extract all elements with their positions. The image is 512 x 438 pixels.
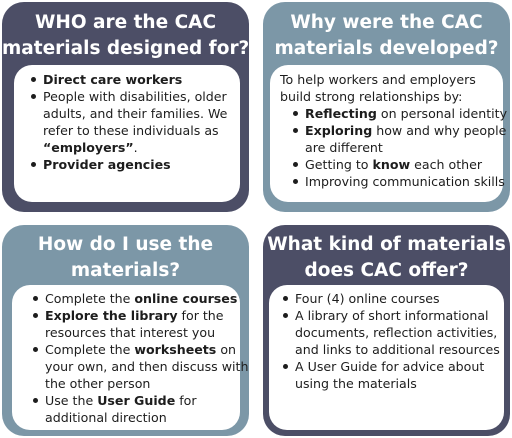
list-item (30, 307, 238, 341)
list-item-line (305, 173, 505, 190)
text: resources that interest you (45, 325, 216, 340)
text: Four (4) online courses (295, 291, 440, 306)
who-title-line-1: WHO are the CAC (34, 12, 217, 33)
list-item-line (295, 341, 502, 358)
why-intro-line-2: build strong relationships by: (280, 89, 463, 104)
list-item (28, 156, 236, 173)
text: Getting to (305, 157, 373, 172)
list-item-line (45, 307, 238, 324)
how-card-body (12, 285, 249, 430)
list-item (290, 173, 505, 190)
list-item-line (45, 409, 238, 426)
what-card (263, 225, 510, 436)
list-item (28, 88, 236, 156)
text: the other person (45, 376, 151, 391)
list-item-line (45, 392, 238, 409)
text: on personal identity (376, 106, 508, 121)
text: additional direction (45, 410, 167, 425)
how-card (2, 225, 249, 436)
why-intro-line-1: To help workers and employers (280, 72, 476, 87)
text: and links to additional resources (295, 342, 500, 357)
list-item (30, 290, 238, 307)
list-item (28, 71, 236, 88)
text: . (133, 140, 138, 155)
text: adults, and their families. We (43, 106, 228, 121)
list-item (30, 341, 249, 392)
bold-text: Exploring (305, 123, 373, 138)
list-item-line (43, 71, 236, 88)
text: for (175, 393, 197, 408)
text: your own, and then discuss with (45, 359, 249, 374)
why-title-line-1: Why were the CAC (290, 12, 483, 33)
text: Use the (45, 393, 98, 408)
bold-text: Explore the library (45, 308, 178, 323)
list-item-line (45, 358, 249, 375)
list-item-line (295, 375, 502, 392)
list-item-line (295, 290, 502, 307)
why-list (280, 105, 508, 190)
list-item-line (295, 324, 502, 341)
list-item-line (45, 290, 238, 307)
why-card (263, 2, 510, 212)
list-item-line (43, 122, 236, 139)
text: are different (305, 140, 383, 155)
how-card-title (2, 232, 249, 284)
list-item-line (43, 156, 236, 173)
text: People with disabilities, older (43, 89, 227, 104)
why-card-title (263, 10, 510, 62)
list-item-line (295, 358, 502, 375)
what-title-line-2: does CAC offer? (304, 260, 469, 281)
who-card-title (2, 10, 249, 62)
text: on (216, 342, 237, 357)
text: how and why people (372, 123, 507, 138)
text: using the materials (295, 376, 417, 391)
text: for the (177, 308, 224, 323)
how-title-line-2: materials? (70, 260, 181, 281)
who-card (2, 2, 249, 212)
bold-text: worksheets (134, 342, 217, 357)
what-card-title (263, 232, 510, 284)
list-item (280, 307, 502, 358)
text: Complete the (45, 291, 135, 306)
bold-text: Provider agencies (43, 157, 171, 172)
bold-text: “employers” (43, 140, 134, 155)
list-item (280, 290, 502, 307)
bold-text: Direct care workers (43, 72, 183, 87)
text: documents, reflection activities, (295, 325, 498, 340)
text: Improving communication skills (305, 174, 505, 189)
text: each other (410, 157, 483, 172)
who-title-line-2: materials designed for? (2, 38, 250, 59)
list-item-line (43, 105, 236, 122)
bold-text: Reflecting (305, 106, 377, 121)
list-item-line (45, 375, 238, 392)
list-item-line (43, 88, 236, 105)
bold-text: online courses (134, 291, 238, 306)
list-item-line (305, 105, 508, 122)
list-item-line (295, 307, 502, 324)
text: Complete the (45, 342, 135, 357)
list-item (290, 122, 507, 156)
list-item-line (305, 122, 507, 139)
why-title-line-2: materials developed? (274, 38, 499, 59)
why-card-body (270, 65, 508, 202)
how-list (30, 290, 249, 426)
text: A User Guide for advice about (295, 359, 485, 374)
text: A library of short informational (295, 308, 489, 323)
list-item (280, 358, 502, 392)
list-item-line (45, 324, 238, 341)
list-item (290, 156, 501, 173)
list-item-line (43, 139, 236, 156)
text: refer to these individuals as (43, 123, 219, 138)
how-title-line-1: How do I use the (37, 234, 214, 255)
list-item-line (45, 341, 238, 358)
list-item (30, 392, 238, 426)
who-card-body (14, 65, 240, 202)
what-title-line-1: What kind of materials (267, 234, 506, 255)
list-item (290, 105, 508, 122)
who-list (28, 71, 236, 173)
what-card-body (269, 285, 504, 430)
bold-text: know (372, 157, 411, 172)
what-list (280, 290, 502, 392)
list-item-line (305, 139, 501, 156)
list-item-line (305, 156, 501, 173)
bold-text: User Guide (97, 393, 176, 408)
